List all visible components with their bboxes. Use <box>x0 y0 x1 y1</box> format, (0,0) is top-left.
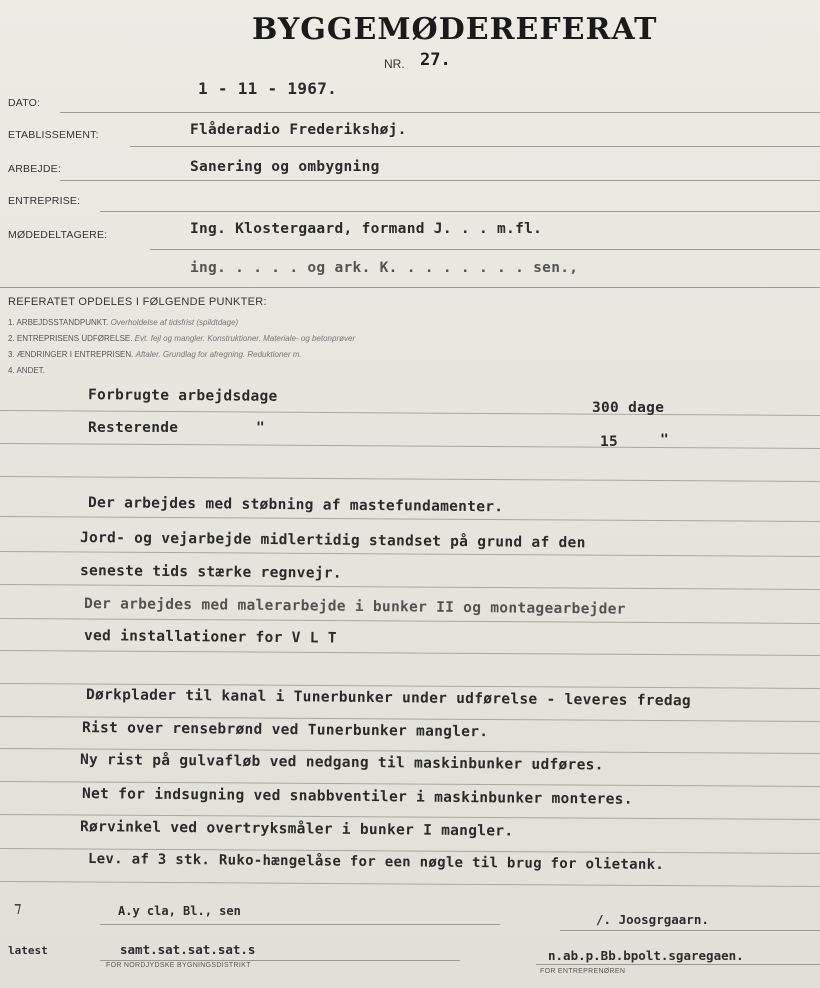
arbejde-value: Sanering og ombygning <box>190 159 380 175</box>
body-line-3: seneste tids stærke regnvejr. <box>79 563 342 582</box>
entreprise-label: ENTREPRISE: <box>8 195 81 207</box>
document-title: BYGGEMØDEREFERAT <box>252 12 658 47</box>
etablissement-value: Flåderadio Frederikshøj. <box>190 122 407 138</box>
ruled-line <box>0 650 820 656</box>
ruled-line <box>0 881 820 887</box>
etablissement-rule <box>130 146 820 147</box>
nr-label: NR. <box>384 57 405 71</box>
signature-left-note: latest <box>8 944 48 957</box>
body-line-9: Net for indsugning ved snabbventiler i maskinbunker monteres. <box>81 786 633 808</box>
body-line-6: Dørkplader til kanal i Tunerbunker under udførelse - leveres fredag <box>85 687 692 710</box>
signature-left-top: A.y cla, Bl., sen <box>118 904 241 918</box>
workdays-remaining-ditto: " <box>256 420 266 436</box>
body-line-8: Ny rist på gulvafløb ved nedgang til maskinbunker udføres. <box>79 752 604 774</box>
nr-value: 27. <box>420 50 451 70</box>
workdays-remaining-value: 15 <box>600 434 619 450</box>
section-item-num: 2. <box>8 334 15 343</box>
section-item-title: ARBEJDSSTANDPUNKT. <box>16 318 109 327</box>
handwritten-mark: ⁊ <box>14 898 22 916</box>
section-item-4 <box>8 366 45 375</box>
ruled-line <box>0 551 820 557</box>
modedeltagere-rule-2 <box>0 287 820 288</box>
workdays-used-label: Forbrugte arbejdsdage <box>87 387 278 405</box>
dato-value: 1 - 11 - 1967. <box>198 79 338 98</box>
body-line-1: Der arbejdes med støbning af mastefundamenter. <box>87 495 504 516</box>
body-line-7: Rist over rensebrønd ved Tunerbunker mangler. <box>81 720 489 741</box>
signature-rule-left-top <box>100 924 500 925</box>
section-item-2 <box>8 334 355 343</box>
entreprise-rule <box>100 211 820 212</box>
body-line-2: Jord- og vejarbejde midlertidig standset på grund af den <box>79 530 586 552</box>
signature-right-caption: FOR ENTREPRENØREN <box>540 968 626 975</box>
ruled-line <box>0 584 820 590</box>
section-item-desc: Overholdelse af tidsfrist (spildtdage) <box>110 318 239 327</box>
ruled-line <box>0 476 820 482</box>
workdays-remaining-unit-ditto: " <box>660 432 670 448</box>
modedeltagere-rule <box>150 249 820 250</box>
body-line-5: ved installationer for V L T <box>83 628 337 647</box>
section-item-num: 3. <box>8 350 15 359</box>
body-line-10: Rørvinkel ved overtryksmåler i bunker I mangler. <box>79 819 514 840</box>
modedeltagere-line-1: Ing. Klostergaard, formand J. . . m.fl. <box>190 221 543 237</box>
etablissement-label: ETABLISSEMENT: <box>8 129 99 141</box>
section-item-desc: Aftaler. Grundlag for afregning. Reduktioner m. <box>135 350 302 359</box>
modedeltagere-label: MØDEDELTAGERE: <box>8 229 108 241</box>
signature-left-caption: FOR NORDJYDSKE BYGNINGSDISTRIKT <box>106 962 251 969</box>
modedeltagere-line-2: ing. . . . . og ark. K. . . . . . . . sen., <box>190 260 579 276</box>
ruled-line <box>0 443 820 449</box>
arbejde-rule <box>60 180 820 181</box>
dato-label: DATO: <box>8 97 41 109</box>
ruled-line <box>0 410 820 416</box>
body-line-4: Der arbejdes med malerarbejde i bunker II og montagearbejder <box>83 596 626 618</box>
ruled-line <box>0 618 820 624</box>
ruled-line <box>0 516 820 522</box>
signature-right-bottom: n.ab.p.Bb.bpolt.sgaregaen. <box>548 948 744 963</box>
section-item-title: ANDET. <box>16 366 45 375</box>
section-item-1 <box>8 318 238 327</box>
section-item-title: ÆNDRINGER I ENTREPRISEN. <box>16 350 134 359</box>
workdays-remaining-label: Resterende <box>88 420 179 436</box>
signature-right-top: /. Joosgrgaarn. <box>596 912 709 927</box>
section-item-num: 4. <box>8 366 15 375</box>
section-item-3 <box>8 350 302 359</box>
section-item-title: ENTREPRISENS UDFØRELSE. <box>16 334 133 343</box>
arbejde-label: ARBEJDE: <box>8 163 61 175</box>
section-item-desc: Evt. fejl og mangler. Konstruktioner. Materiale- og betonprøver <box>134 334 356 343</box>
signature-left-bottom: samt.sat.sat.sat.s <box>120 942 256 957</box>
section-item-num: 1. <box>8 318 15 327</box>
workdays-used-value: 300 dage <box>592 400 665 416</box>
sections-heading: REFERATET OPDELES I FØLGENDE PUNKTER: <box>8 296 267 308</box>
body-line-11: Lev. af 3 stk. Ruko-hængelåse for een nøgle til brug for olietank. <box>87 851 665 874</box>
signature-rule-right <box>536 964 820 965</box>
signature-rule-right-top <box>560 930 820 931</box>
dato-rule <box>60 112 820 113</box>
signature-rule-left <box>100 960 460 961</box>
